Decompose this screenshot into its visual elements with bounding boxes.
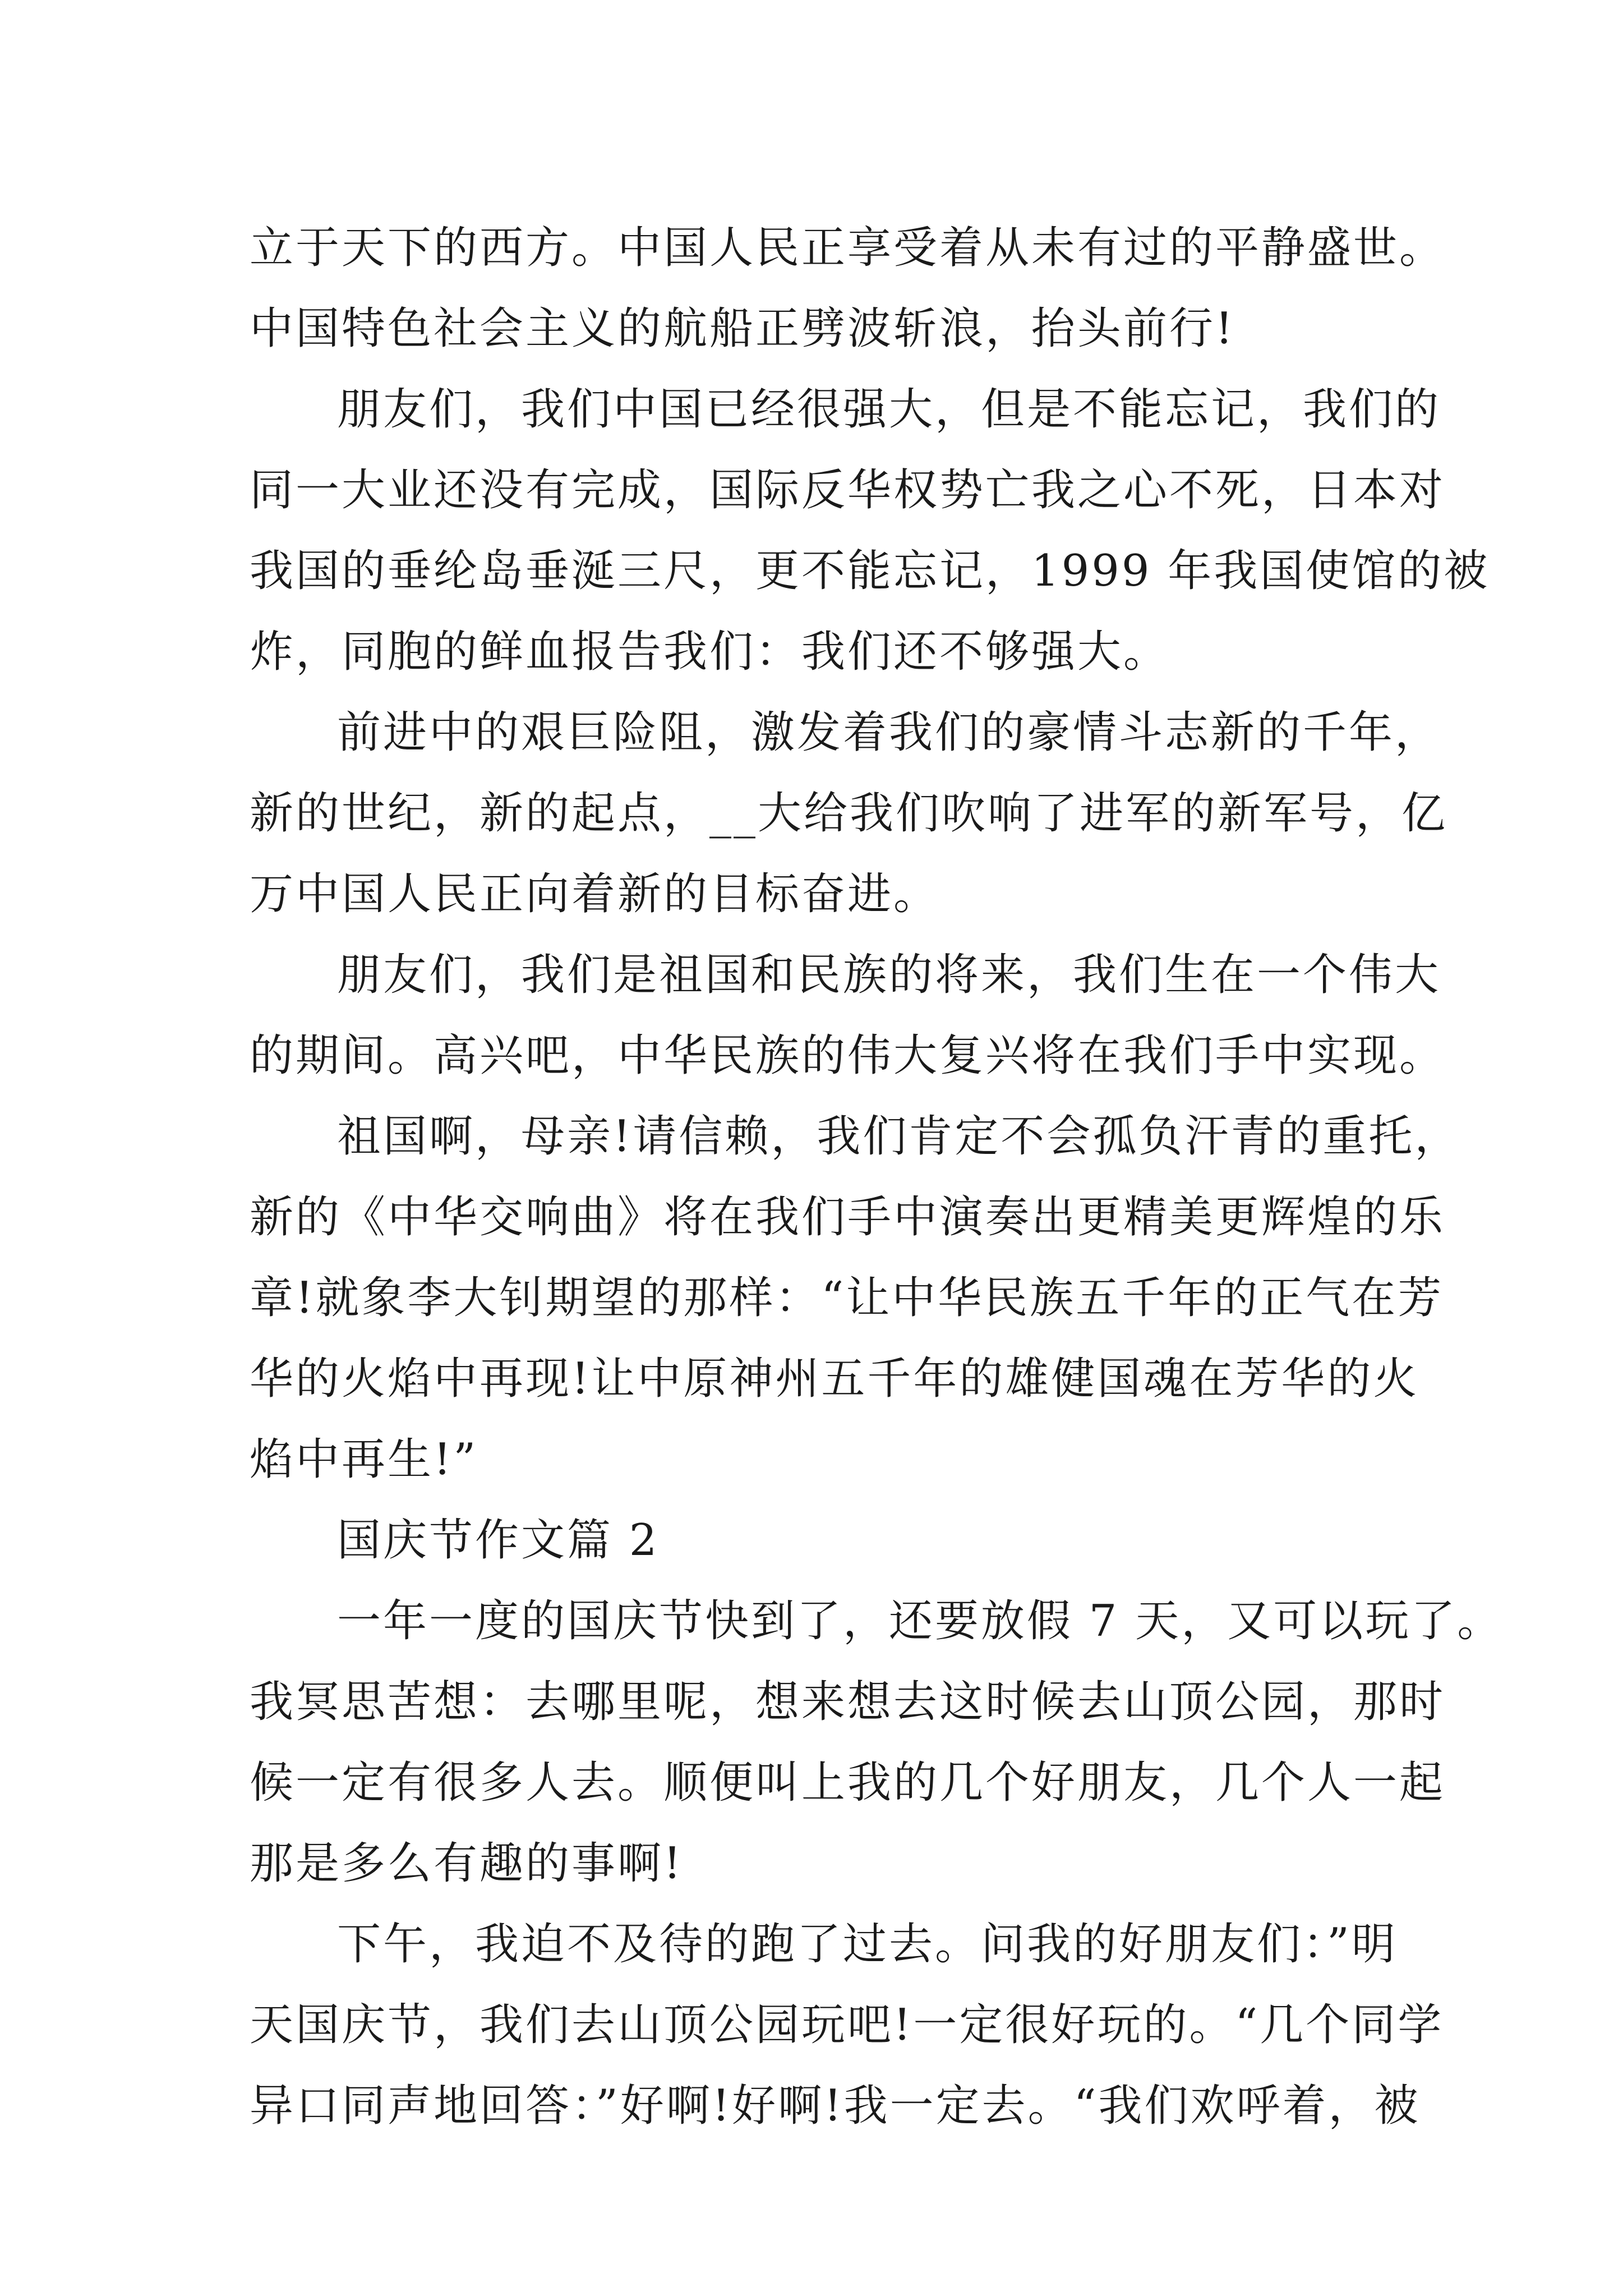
text-line: 立于天下的西方。中国人民正享受着从未有过的平静盛世。	[250, 223, 1446, 273]
text-line: 华的火焰中再现!让中原神州五千年的雄健国魂在芳华的火	[250, 1354, 1419, 1404]
paragraph-start-line: 下午，我迫不及待的跑了过去。问我的好朋友们：”明	[337, 1919, 1398, 1970]
text-line: 新的《中华交响曲》将在我们手中演奏出更精美更辉煌的乐	[250, 1192, 1446, 1243]
text-line: 新的世纪，新的起点，__大给我们吹响了进军的新军号，亿	[250, 788, 1448, 839]
paragraph-start-line: 朋友们，我们是祖国和民族的将来，我们生在一个伟大	[337, 950, 1441, 1000]
paragraph-start-line: 祖国啊，母亲!请信赖，我们肯定不会孤负汗青的重托，	[337, 1111, 1461, 1162]
text-line: 焰中再生!”	[250, 1434, 478, 1485]
paragraph-start-line: 前进中的艰巨险阻，激发着我们的豪情斗志新的千年，	[337, 707, 1441, 758]
text-line: 天国庆节，我们去山顶公园玩吧!一定很好玩的。“几个同学	[250, 2000, 1444, 2050]
text-line: 的期间。高兴吧，中华民族的伟大复兴将在我们手中实现。	[250, 1030, 1446, 1081]
section-heading: 国庆节作文篇 2	[337, 1515, 660, 1566]
text-line: 异口同声地回答：”好啊!好啊!我一定去。“我们欢呼着，被	[250, 2081, 1421, 2131]
paragraph-start-line: 朋友们，我们中国已经很强大，但是不能忘记，我们的	[337, 384, 1441, 435]
text-line: 我冥思苦想：去哪里呢，想来想去这时候去山顶公园，那时	[250, 1677, 1446, 1727]
text-line: 那是多么有趣的事啊!	[250, 1838, 684, 1889]
text-line: 候一定有很多人去。顺便叫上我的几个好朋友，几个人一起	[250, 1757, 1446, 1808]
text-line: 中国特色社会主义的航船正劈波斩浪，抬头前行!	[250, 303, 1235, 354]
document-body	[250, 208, 1504, 2146]
paragraph-start-line: 一年一度的国庆节快到了，还要放假 7 天，又可以玩了。	[337, 1596, 1504, 1646]
text-line: 炸，同胞的鲜血报告我们：我们还不够强大。	[250, 627, 1170, 677]
text-line: 章!就象李大钊期望的那样：“让中华民族五千年的正气在芳	[250, 1273, 1444, 1323]
text-line: 万中国人民正向着新的目标奋进。	[250, 869, 940, 919]
text-line: 同一大业还没有完成，国际反华权势亡我之心不死，日本对	[250, 465, 1446, 516]
text-line: 我国的垂纶岛垂涎三尺，更不能忘记，1999 年我国使馆的被	[250, 546, 1490, 596]
